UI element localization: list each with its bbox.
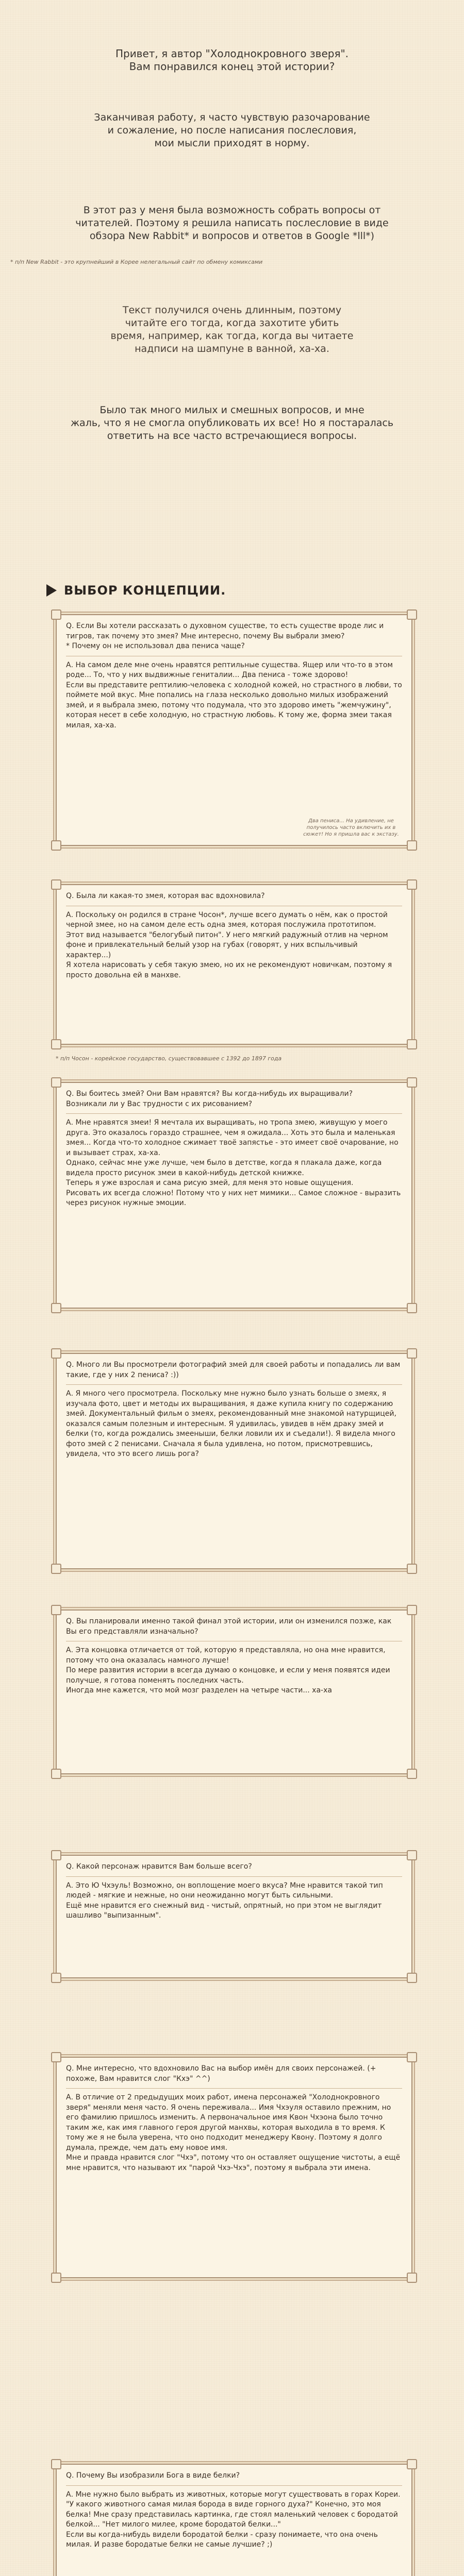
corner-ornament <box>407 1605 417 1615</box>
intro-feelings <box>0 111 464 150</box>
answer-text: А. Мне нужно было выбрать из животных, которые могут существовать в горах Кореи. "У какого животного самая милая борода в виде горного духа?" Конечно, это моя белка! Мне сразу представилась картинка, где стоял маленький человек с бородатой белкой... "Нет милого милее, кроме бородатой белки..." Если вы когда-нибудь видели бородатой белки - сразу понимаете, что она очень милая. И разве бородатые белки не самые лучшие? ;) <box>66 2490 401 2549</box>
answer-text: А. Мне нравятся змеи! Я мечтала их выращивать, но тропа змею, живущую у моего друга. Это оказалось гораздо страшнее, чем я ожидала... Хоть это была и маленькая змея... Когда что-то холодное сжимает твоё запястье - это имеет своё очарование, но и вызывает страх, ха-ха. Однако, сейчас мне уже лучше, чем было в детстве, когда я плакала даже, когда видела просто рисунок змеи в какой-нибудь детской книжке. Теперь я уже взрослая и сама рисую змей, для меня это новые ощущения. Рисовать их всегда сложно! Потому что у них нет мимики... Самое сложное - выразить через рисунок нужные эмоции. <box>66 1118 401 1207</box>
qa-card-7 <box>56 2057 412 2278</box>
corner-ornament <box>51 1039 61 1049</box>
intro-collection-text: В этот раз у меня была возможность собрать вопросы от читателей. Поэтому я решила написать послесловие в виде обзора New Rabbit* и вопросов и ответов в Google *lll*) <box>75 205 389 242</box>
intro-thanks-text: Было так много милых и смешных вопросов, и мне жаль, что я не смогла опубликовать их все! Но я постаралась ответить на все часто встречающиеся вопросы. <box>70 404 394 442</box>
footnote-joseon: * п/п Чосон - корейское государство, существовавшее с 1392 до 1897 года <box>56 1055 282 1062</box>
corner-ornament <box>51 2273 61 2283</box>
qa-card-3 <box>56 1082 412 1309</box>
question-text: Q. Была ли какая-то змея, которая вас вдохновила? <box>66 892 265 900</box>
qa-card-8 <box>56 2464 412 2576</box>
corner-ornament <box>51 1973 61 1983</box>
corner-ornament <box>51 1605 61 1615</box>
corner-ornament <box>51 2052 61 2062</box>
corner-ornament <box>51 1077 61 1088</box>
question-text: Q. Почему Вы изобразили Бога в виде белки? <box>66 2471 240 2480</box>
corner-ornament <box>51 609 61 620</box>
question-text: Q. Если Вы хотели рассказать о духовном существе, то есть существе вроде лис и тигров, так почему это змея? Мне интересно, почему Вы выбрали змею? * Почему он не использовал два пениса чаще? <box>66 622 384 650</box>
corner-ornament <box>407 2459 417 2469</box>
corner-ornament <box>51 840 61 851</box>
footnote-new-rabbit: * п/п New Rabbit - это крупнейший в Корее нелегальный сайт по обмену комиксами <box>10 259 263 265</box>
qa-card-2 <box>56 884 412 1045</box>
answer-text: А. Эта концовка отличается от той, которую я представляла, но она мне нравится, потому что она оказалась намного лучше! По мере развития истории в всегда думаю о концовке, и если у меня появятся идеи получше, я готова поменять последних часть. Иногда мне кажется, что мой мозг разделен на четыре части... ха-ха <box>66 1646 390 1694</box>
corner-ornament <box>407 1039 417 1049</box>
divider <box>66 1113 402 1114</box>
corner-ornament <box>407 1973 417 1983</box>
answer-text: А. Поскольку он родился в стране Чосон*, лучше всего думать о нём, как о простой черной змее, но на самом деле есть одна змея, которая послужила прототипом. Этот вид называется "белогубый питон". У него мягкий радужный отлив на черном фоне и привлекательный белый узор на губах (говорят, у них вспыльчивый характер...) Я хотела нарисовать у себя такую змею, но их не рекомендуют новичкам, поэтому я просто довольна ей в манхве. <box>66 910 392 979</box>
intro-thanks <box>0 404 464 443</box>
question-text: Q. Вы планировали именно такой финал этой истории, или он изменился позже, как Вы его представляли изначально? <box>66 1617 392 1636</box>
question-text: Q. Много ли Вы просмотрели фотографий змей для своей работы и попадались ли вам такие, где у них 2 пениса? :)) <box>66 1361 401 1379</box>
corner-ornament <box>407 1348 417 1359</box>
section-title: ВЫБОР КОНЦЕПЦИИ. <box>64 583 226 598</box>
intro-long-text <box>0 304 464 355</box>
divider <box>66 2088 402 2089</box>
corner-ornament <box>51 1348 61 1359</box>
corner-ornament <box>51 1850 61 1860</box>
corner-ornament <box>407 879 417 890</box>
intro-long-text-body: Текст получился очень длинным, поэтому читайте его тогда, когда захотите убить время, например, как тогда, когда вы читаете надписи на шампуне в ванной, ха-ха. <box>110 304 354 354</box>
corner-ornament <box>407 609 417 620</box>
question-text: Q. Какой персонаж нравится Вам больше всего? <box>66 1862 252 1871</box>
corner-ornament <box>407 840 417 851</box>
corner-ornament <box>51 2459 61 2469</box>
corner-ornament <box>407 2273 417 2283</box>
corner-ornament <box>51 879 61 890</box>
answer-text: А. В отличие от 2 предыдущих моих работ, имена персонажей "Холоднокровного зверя" меняли меня часто. Я очень переживала... Имя Чхэуля оставило прежним, но его фамилию пришлось изменить. А первоначальное имя Квон Чхэона было точно таким же, как имя главного героя другой манхвы, которая выходила в то время. К тому же я не была уверена, что оно подходит менеджеру Квону. Поэтому я долго думала, прежде, чем дать ему новое имя. Мне и правда нравится слог "Чхэ", потому что он оставляет ощущение чистоты, а ещё мне нравится, что называют их "парой Чхэ-Чхэ", поэтому я выбрала эти имена. <box>66 2093 401 2172</box>
intro-collection <box>0 204 464 243</box>
intro-feelings-text: Заканчивая работу, я часто чувствую разочарование и сожаление, но после написания послесловия, мои мысли приходят в норму. <box>94 112 370 149</box>
corner-ornament <box>407 1077 417 1088</box>
qa-card-1 <box>56 614 412 846</box>
divider <box>66 2485 402 2486</box>
corner-ornament <box>407 1564 417 1574</box>
answer-text: А. Это Ю Чхэуль! Возможно, он воплощение моего вкуса? Мне нравится такой тип людей - мягкие и нежные, но они неожиданно могут быть сильными. Ещё мне нравится его снежный вид - чистый, опрятный, но при этом не выглядит шашливо "выпизанным". <box>66 1881 383 1920</box>
question-text: Q. Вы боитесь змей? Они Вам нравятся? Вы когда-нибудь их выращивали? Возникали ли у Вас трудности с их рисованием? <box>66 1090 353 1108</box>
section-header <box>46 583 226 598</box>
corner-ornament <box>407 2052 417 2062</box>
aside-note: Два пениса... На удивление, не получилось часто включить их в сюжет! Но я пришла вас к экстазу. <box>303 818 399 837</box>
qa-card-4 <box>56 1353 412 1569</box>
corner-ornament <box>407 1850 417 1860</box>
corner-ornament <box>51 1564 61 1574</box>
intro-greeting <box>0 47 464 73</box>
qa-card-6 <box>56 1855 412 1978</box>
corner-ornament <box>51 1769 61 1779</box>
corner-ornament <box>51 1303 61 1313</box>
answer-text: А. На самом деле мне очень нравятся рептильные существа. Ящер или что-то в этом роде... То, что у них выдвижные гениталии... Два пениса - тоже здорово! Если вы представите рептилию-человека с холодной кожей, но страстного в любви, то поймете мой вкус. Мне попались на глаза несколько довольно милых изображений змей, и я выбрала змею, потому что подумала, что это здорово иметь "жемчужину", которая несет в себе холодную, но страстную любовь. К тому же, форма змеи такая милая, ха-ха. <box>66 660 402 730</box>
divider <box>66 1384 402 1385</box>
intro-greeting-text: Привет, я автор "Холоднокровного зверя". Вам понравился конец этой истории? <box>115 47 349 73</box>
divider <box>66 1876 402 1877</box>
corner-ornament <box>407 1303 417 1313</box>
corner-ornament <box>407 1769 417 1779</box>
question-text: Q. Мне интересно, что вдохновило Вас на выбор имён для своих персонажей. (+ похоже, Вам нравится слог "Кхэ" ^^) <box>66 2064 376 2083</box>
triangle-icon <box>46 584 57 597</box>
answer-text: А. Я много чего просмотрела. Поскольку мне нужно было узнать больше о змеях, я изучала фото, цвет и методы их выращивания, я даже купила книгу по содержанию змей. Документальный фильм о змеях, рекомендованный мне знакомой натурщицей, оказался самым полезным и интересным. Я удивилась, увидев в нём драку змей и белки (то, когда рождались змееныши, белки ловили их и съедали!). Я видела много фото змей с 2 пенисами. Сначала я была удивлена, но потом, присмотревшись, увидела, что это всего лишь рога? <box>66 1389 396 1458</box>
qa-card-5 <box>56 1609 412 1774</box>
